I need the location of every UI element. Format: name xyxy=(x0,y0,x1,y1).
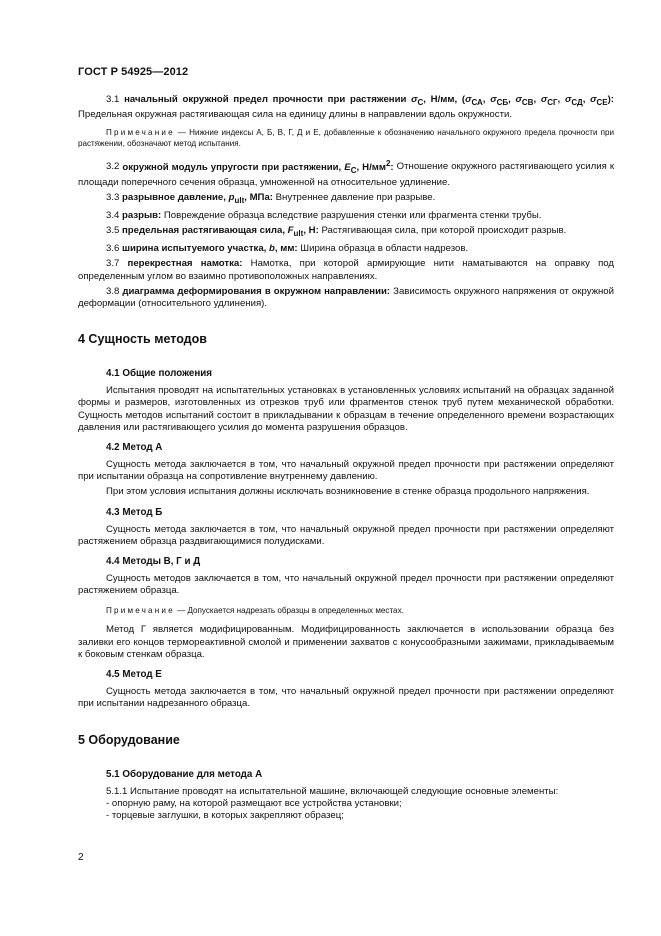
subsection-4-3-heading: 4.3 Метод Б xyxy=(106,506,163,518)
paragraph-4-2-2: При этом условия испытания должны исключать возникновение в стенке образца продольного напряжения. xyxy=(106,486,590,498)
subsection-4-5-heading: 4.5 Метод Е xyxy=(106,669,162,681)
paragraph-5-1-1: 5.1.1 Испытание проводят на испытательной машине, включающей следующие основные элементы: xyxy=(106,785,559,797)
page-number: 2 xyxy=(78,852,84,863)
paragraph-4-3: Сущность метода заключается в том, что начальный окружной предел прочности при растяжении определяют растяжением образца раздвигающимися полудисками. xyxy=(78,523,614,547)
definition-3-7: 3.7 перекрестная намотка: Намотка, при которой армирующие нити наматываются на оправку под определенным углом во взаимно противоположных направлениях. xyxy=(78,258,614,282)
paragraph-4-4-1: Сущность методов заключается в том, что начальный окружной предел прочности при растяжении определяют растяжением образца. xyxy=(78,573,614,597)
subsection-5-1-heading: 5.1 Оборудование для метода А xyxy=(106,768,263,780)
definition-3-4: 3.4 разрыв: Повреждение образца вследствие разрушения стенки или фрагмента стенки трубы. xyxy=(106,209,542,221)
note-2: Примечание — Допускается надрезать образцы в определенных местах. xyxy=(106,606,404,616)
document-body xyxy=(78,94,614,822)
document-header: ГОСТ Р 54925—2012 xyxy=(78,66,189,78)
section-5-heading: 5 Оборудование xyxy=(78,732,180,747)
paragraph-4-2-1: Сущность метода заключается в том, что начальный окружной предел прочности при растяжении определяют при испытании образца на сопротивление внутреннему давлению. xyxy=(78,459,614,483)
subsection-4-1-heading: 4.1 Общие положения xyxy=(106,368,213,380)
subsection-4-2-heading: 4.2 Метод А xyxy=(106,442,163,454)
subsection-4-4-heading: 4.4 Методы В, Г и Д xyxy=(106,556,201,568)
list-item: - опорную раму, на которой размещают все устройства установки; xyxy=(106,797,402,809)
paragraph-4-4-2: Метод Г является модифицированным. Модифицированность заключается в использовании образца без заливки его концов термореактивной смолой и применении захватов с конусообразными зажимами, прикладываемым к боковым стенкам образца. xyxy=(78,624,614,660)
paragraph-4-5: Сущность метода заключается в том, что начальный окружной предел прочности при растяжении определяют при испытании надрезанного образца. xyxy=(78,686,614,710)
definition-3-2: 3.2 окружной модуль упругости при растяжении, $E_C$, $Н/мм^2$: Отношение окружного растягивающего усилия к площади поперечного сечения образца, умноженной на относительное удлинение. xyxy=(78,158,615,188)
definition-3-5: 3.5 предельная растягивающая сила, $F_{ult}$, Н: Растягивающая сила, при которой происходит разрыв. xyxy=(106,225,567,239)
section-4-heading: 4 Сущность методов xyxy=(78,332,207,347)
list-item: - торцевые заглушки, в которых закрепляют образец; xyxy=(106,809,344,821)
definition-3-8: 3.8 диаграмма деформирования в окружном направлении: Зависимость окружного напряжения от окружной деформации (относительного удлинения). xyxy=(78,285,615,310)
note-1: Примечание — Нижние индексы А, Б, В, Г, Д и Е, добавленные к обозначению начального окружного предела прочности при растяжении, обозначают метод испытания. xyxy=(78,128,614,149)
definition-3-3: 3.3 разрывное давление, $p_{ult}$, МПа: Внутреннее давление при разрыве. xyxy=(106,191,436,205)
definition-3-1: 3.1 начальный окружной предел прочности при растяжении $\sigma_С$, Н/мм, ($\sigma_{СА}$, $\sigma_{СБ}$, $\sigma_{СВ}$, $\sigma_{СГ}$, $\sigma_{СД}$, $\sigma_{СЕ}$): Предельная окружная растягивающая сила на единицу длины в направлении вдоль окружности. xyxy=(78,94,614,121)
term: начальный окружной предел прочности при растяжении xyxy=(124,94,407,105)
definition-3-6: 3.6 ширина испытуемого участка, b, мм: Ширина образца в области надрезов. xyxy=(106,243,469,255)
paragraph-4-1: Испытания проводят на испытательных установках в установленных условиях испытаний на образцах заданной формы и размеров, изготовленных из отрезков труб или фрагментов стенок труб путем механической обработки. Сущность методов испытаний состоит в прикладывании к образцам в течение определенного времени возрастающих давления или растягивающего усилия до момента разрушения образцов. xyxy=(78,385,614,433)
